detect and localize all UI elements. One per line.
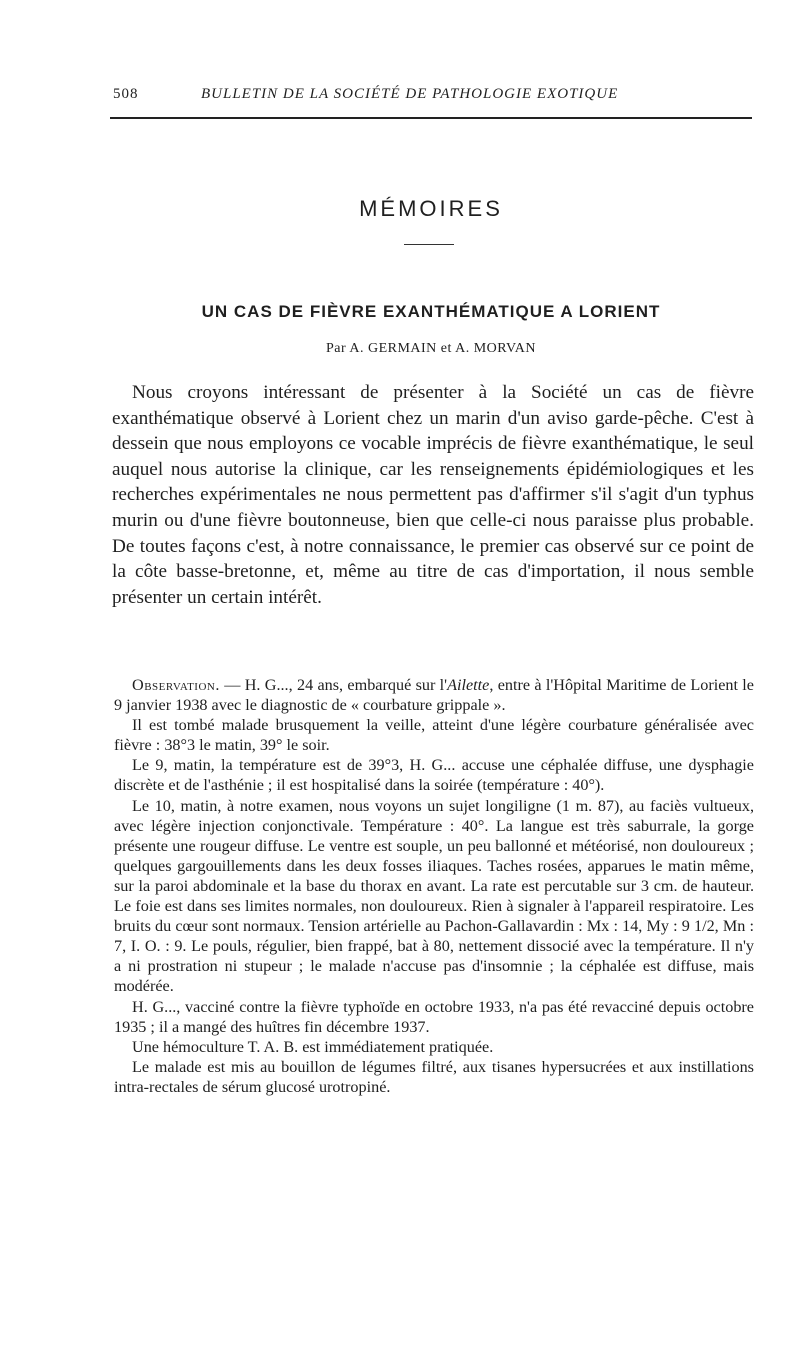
observation-label: Observation. bbox=[132, 676, 220, 694]
observation-paragraph-3: Le 9, matin, la température est de 39°3, H. G... accuse une céphalée diffuse, une dysphagie discrète et de l'asthénie ; il est hospitalisé dans la soirée (température : 40°). bbox=[114, 756, 754, 795]
observation-text-b: , entre à l'Hôpital Maritime de Lorient le 9 janvier 1938 avec le diagnostic de « courbature grippale ». bbox=[114, 676, 754, 715]
observation-text-a: — H. G..., 24 ans, embarqué sur l' bbox=[219, 676, 448, 694]
observation-paragraph-5: H. G..., vacciné contre la fièvre typhoïde en octobre 1933, n'a pas été revacciné depuis octobre 1935 ; il a mangé des huîtres fin décembre 1937. bbox=[114, 997, 754, 1036]
observation-paragraph-4: Le 10, matin, à notre examen, nous voyons un sujet longiligne (1 m. 87), au faciès vultueux, avec légère injection conjonctivale. Température : 40°. La langue est très saburrale, la gorge présente une rougeur diffuse. Le ventre est souple, un peu ballonné et météorisé, non douloureux ; quelques gargouillements dans les deux fosses iliaques. Taches rosées, apparues le matin même, sur la paroi abdominale et la base du thorax en avant. La rate est percutable sur 3 cm. de hauteur. Le foie est dans ses limites normales, non douloureux. Rien à signaler à l'appareil respiratoire. Les bruits du cœur sont normaux. Tension artérielle au Pachon-Gallavardin : Mx : 14, My : 9 1/2, Mn : 7, I. O. : 9. Le pouls, régulier, bien frappé, bat à 80, nettement dissocié avec la température. Il n'y a ni prostration ni stupeur ; le malade n'accuse pas d'insomnie ; la céphalée est diffuse, mais modérée. bbox=[114, 796, 754, 996]
observation-paragraph-6: Une hémoculture T. A. B. est immédiatement pratiquée. bbox=[132, 1037, 494, 1056]
article-byline: Par A. GERMAIN et A. MORVAN bbox=[325, 341, 537, 356]
journal-title: BULLETIN DE LA SOCIÉTÉ DE PATHOLOGIE EXOTIQUE bbox=[201, 86, 619, 102]
section-title: MÉMOIRES bbox=[359, 196, 503, 221]
observation-paragraph-7: Le malade est mis au bouillon de légumes filtré, aux tisanes hypersucrées et aux instillations intra-rectales de sérum glucosé urotropiné. bbox=[114, 1057, 754, 1096]
ship-name: Ailette bbox=[447, 676, 490, 694]
article-title: UN CAS DE FIÈVRE EXANTHÉMATIQUE A LORIENT bbox=[201, 302, 661, 321]
observation-paragraph-1 bbox=[114, 675, 754, 715]
observation-section bbox=[114, 675, 754, 1097]
intro-paragraph: Nous croyons intéressant de présenter à la Société un cas de fièvre exanthématique observé à Lorient chez un marin d'un aviso garde-pêche. C'est à dessein que nous employons ce vocable imprécis de fièvre exanthématique, le seul auquel nous autorise la clinique, car les renseignements épidémiologiques et les recherches expérimentales ne nous permettent pas d'affirmer s'il s'agit d'un typhus murin ou d'une fièvre boutonneuse, bien que celle-ci nous paraisse plus probable. De toutes façons c'est, à notre connaissance, le premier cas observé sur ce point de la côte basse-bretonne, et, même au titre de cas d'importation, il nous semble présenter un certain intérêt. bbox=[112, 382, 754, 608]
section-divider bbox=[404, 244, 454, 245]
observation-paragraph-2: Il est tombé malade brusquement la veille, atteint d'une légère courbature généralisée avec fièvre : 38°3 le matin, 39° le soir. bbox=[114, 716, 754, 755]
page-number: 508 bbox=[113, 86, 139, 102]
header-rule bbox=[110, 117, 752, 119]
